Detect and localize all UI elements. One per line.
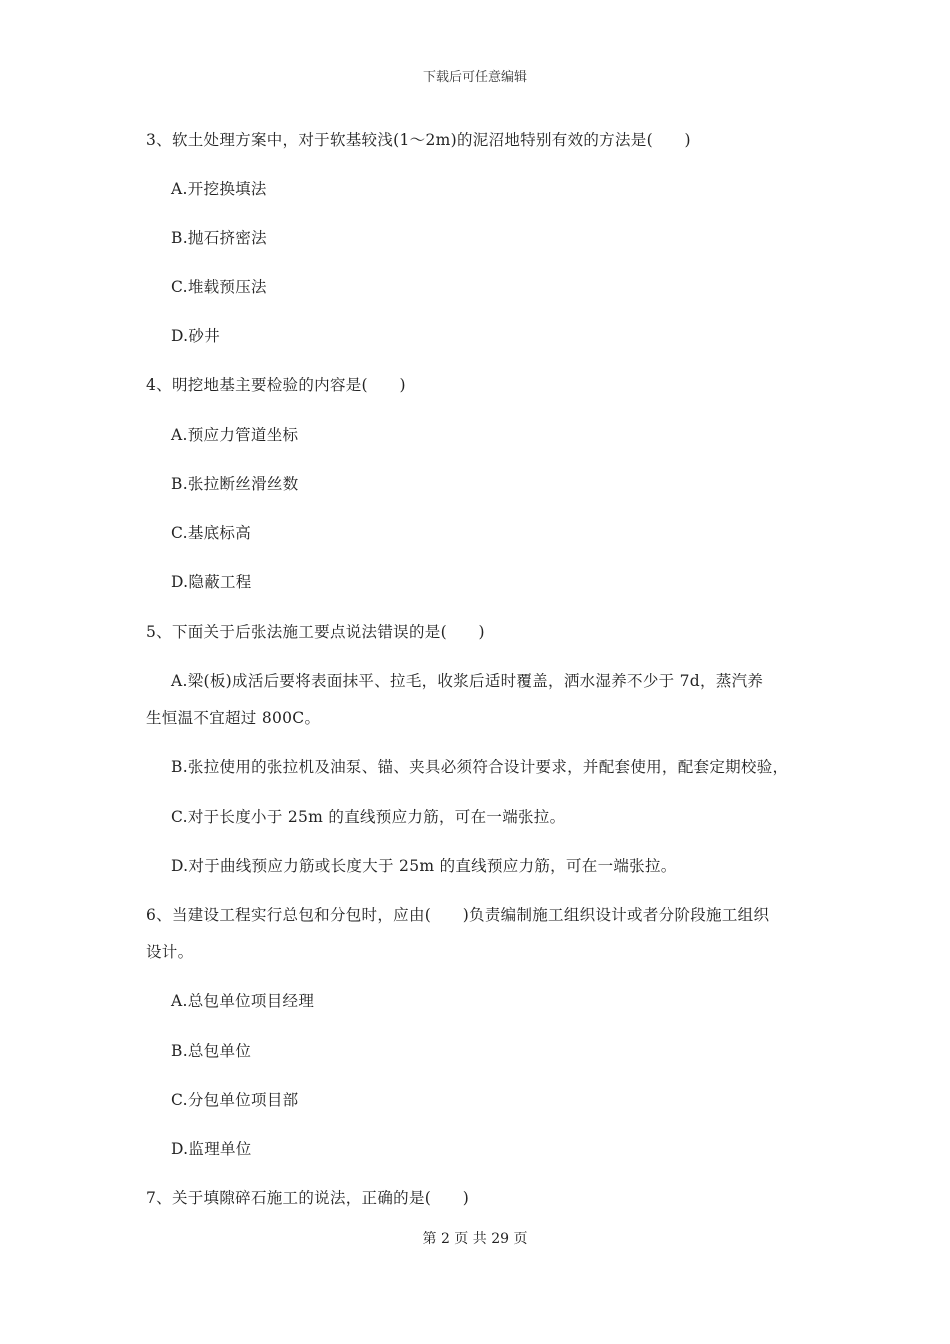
question-5-option-d: D.对于曲线预应力筋或长度大于 25m 的直线预应力筋，可在一端张拉。: [171, 857, 677, 875]
question-3-option-d: D.砂井: [171, 327, 221, 345]
question-4-option-a: A.预应力管道坐标: [171, 426, 299, 444]
question-6-stem-cont: 设计。: [146, 943, 194, 961]
question-5-stem: 5、下面关于后张法施工要点说法错误的是( ): [146, 623, 485, 641]
question-4-option-b: B.张拉断丝滑丝数: [171, 475, 299, 493]
question-6-option-d: D.监理单位: [171, 1140, 252, 1158]
question-6-option-a: A.总包单位项目经理: [171, 992, 315, 1010]
question-7-stem: 7、关于填隙碎石施工的说法，正确的是( ): [146, 1189, 470, 1207]
question-5-option-c: C.对于长度小于 25m 的直线预应力筋，可在一端张拉。: [171, 808, 566, 826]
question-5-option-b: B.张拉使用的张拉机及油泵、锚、夹具必须符合设计要求，并配套使用，配套定期校验，: [171, 758, 789, 776]
question-5-option-a-cont: 生恒温不宜超过 800C。: [146, 709, 321, 727]
question-5-option-a: A.梁(板)成活后要将表面抹平、拉毛，收浆后适时覆盖，洒水湿养不少于 7d，蒸汽养: [171, 672, 764, 690]
question-6-stem: 6、当建设工程实行总包和分包时，应由( )负责编制施工组织设计或者分阶段施工组织: [146, 906, 770, 924]
question-3-option-a: A.开挖换填法: [171, 180, 267, 198]
question-4-stem: 4、明挖地基主要检验的内容是( ): [146, 376, 406, 394]
question-6-option-c: C.分包单位项目部: [171, 1091, 299, 1109]
question-3-option-b: B.抛石挤密法: [171, 229, 267, 247]
question-6-option-b: B.总包单位: [171, 1042, 252, 1060]
question-3-option-c: C.堆载预压法: [171, 278, 267, 296]
question-3-stem: 3、软土处理方案中，对于软基较浅(1～2m)的泥沼地特别有效的方法是( ): [146, 131, 691, 149]
page-footer: 第 2 页 共 29 页: [422, 1231, 528, 1247]
question-4-option-c: C.基底标高: [171, 524, 252, 542]
page-header: 下载后可任意编辑: [422, 70, 527, 85]
question-4-option-d: D.隐蔽工程: [171, 573, 252, 591]
